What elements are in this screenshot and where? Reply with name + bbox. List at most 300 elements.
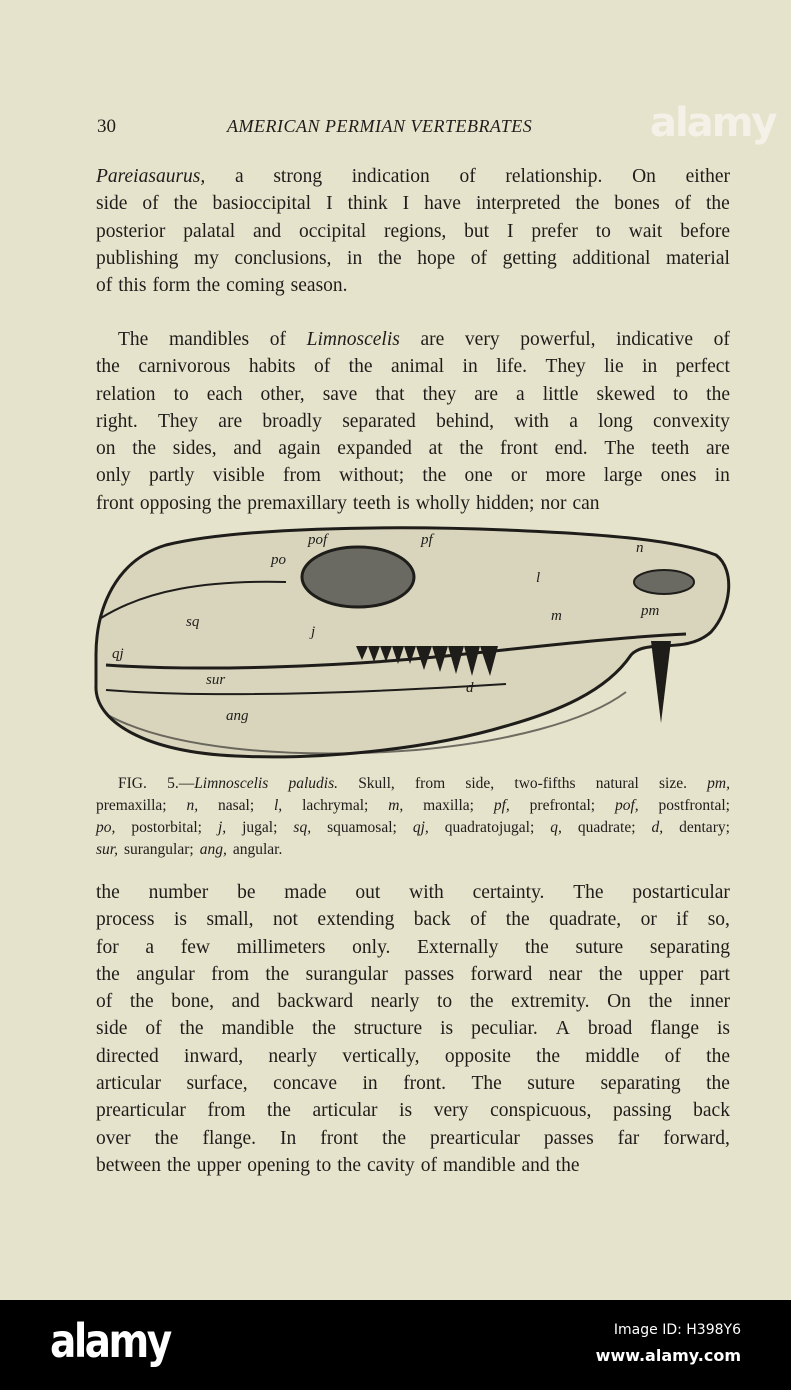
word: the <box>536 1045 560 1067</box>
text-line <box>96 190 730 217</box>
word: front. <box>403 1073 446 1095</box>
word: the <box>96 882 120 903</box>
word: back <box>413 909 451 931</box>
label-pm: pm <box>641 603 660 619</box>
word: d, <box>651 819 664 836</box>
skull-illustration <box>86 520 736 770</box>
word: of <box>713 329 730 350</box>
text-line <box>96 245 730 272</box>
word: postorbital; <box>131 819 202 836</box>
word: each <box>206 383 243 405</box>
word: nearly <box>370 991 420 1013</box>
word: mandible <box>442 1154 516 1176</box>
word: prefer <box>531 220 578 242</box>
word: regions, <box>384 220 447 242</box>
word: few <box>180 936 210 958</box>
word: a <box>569 410 578 432</box>
stock-footer <box>0 1300 791 1390</box>
text-line <box>96 381 730 408</box>
word: form <box>152 275 191 297</box>
text-line <box>96 218 730 245</box>
word: animal <box>390 356 445 378</box>
word: process <box>96 909 155 931</box>
word: premaxilla; <box>96 797 167 814</box>
text-line <box>96 795 730 817</box>
word: of <box>142 193 159 215</box>
word: of <box>470 247 488 269</box>
word: the <box>96 963 120 985</box>
word: the <box>217 492 242 514</box>
word: habits <box>248 356 296 378</box>
word: separated <box>342 410 416 432</box>
label-pof: pof <box>308 532 328 548</box>
word: prearticular <box>96 1100 186 1122</box>
text-line <box>96 490 730 517</box>
text-line <box>96 879 730 906</box>
word: a <box>516 383 525 405</box>
word: jugal; <box>242 819 278 836</box>
word: hidden; <box>475 492 535 514</box>
word: life. <box>496 356 528 378</box>
word: are <box>474 383 499 405</box>
word: side <box>96 193 128 215</box>
word: basioccipital <box>212 193 312 215</box>
word: expanded <box>337 438 412 460</box>
word: with <box>409 882 444 903</box>
word: quadrate, <box>549 909 622 931</box>
word: of <box>313 356 331 378</box>
word: front <box>499 438 538 460</box>
word: are <box>706 438 730 460</box>
word: in <box>347 247 363 269</box>
word: extending <box>317 909 395 931</box>
text-line <box>96 1043 730 1070</box>
word: again <box>278 438 321 460</box>
word: inward, <box>184 1045 244 1067</box>
word: long <box>598 410 633 432</box>
word: They <box>545 356 586 378</box>
label-m: m <box>551 608 562 624</box>
word: quadratojugal; <box>444 819 535 836</box>
word: the <box>555 1154 580 1176</box>
word: sur, <box>96 841 118 858</box>
word: one <box>464 465 493 487</box>
word: wait <box>628 220 663 242</box>
word: only <box>96 465 131 487</box>
word: the <box>129 991 154 1013</box>
word: separating <box>600 1073 681 1095</box>
word: inner <box>689 991 730 1013</box>
word: premaxillary <box>247 492 347 514</box>
word: the <box>459 438 484 460</box>
text-line <box>96 353 730 380</box>
word: this <box>118 275 147 297</box>
word: of <box>96 991 113 1013</box>
word: bones <box>614 193 660 215</box>
text-line <box>96 773 730 795</box>
word: peculiar. <box>471 1018 538 1040</box>
word: two-fifths <box>514 775 576 792</box>
word: dentary; <box>679 819 730 836</box>
word: sides, <box>172 438 217 460</box>
word: structure <box>353 1018 423 1040</box>
word: a <box>145 936 155 958</box>
word: nearly <box>268 1045 318 1067</box>
word: of <box>145 1018 162 1040</box>
word: front <box>320 1127 359 1149</box>
word: millimeters <box>236 936 326 958</box>
word: articular <box>96 1073 161 1095</box>
word: I <box>506 220 514 242</box>
paragraph-3 <box>96 879 730 1179</box>
word: opposite <box>444 1045 511 1067</box>
text-line <box>96 1152 730 1179</box>
word: near <box>548 963 583 985</box>
word: occipital <box>299 220 367 242</box>
word: without; <box>339 465 405 487</box>
word: to <box>595 220 611 242</box>
word: powerful, <box>520 329 596 350</box>
word: in <box>642 356 658 378</box>
word: the <box>377 247 402 269</box>
word: broad <box>587 1018 633 1040</box>
word: hope <box>417 247 456 269</box>
word: with <box>514 410 549 432</box>
word: the <box>196 275 221 297</box>
word: of <box>470 909 487 931</box>
word: squamosal; <box>327 819 397 836</box>
word: size. <box>658 775 687 792</box>
text-line <box>96 272 730 299</box>
word: visible <box>212 465 265 487</box>
word: front <box>96 492 134 514</box>
word: wholly <box>415 492 470 514</box>
word: partly <box>148 465 195 487</box>
word: carnivorous <box>138 356 231 378</box>
word: palatal <box>183 220 236 242</box>
word: the <box>706 193 730 215</box>
word: either <box>685 166 730 187</box>
word: of <box>664 1045 681 1067</box>
word: additional <box>572 247 651 269</box>
word: material <box>666 247 730 269</box>
word: large <box>603 465 643 487</box>
word: A <box>555 1018 570 1040</box>
text-line <box>96 906 730 933</box>
word: Pareiasaurus, <box>96 166 206 187</box>
word: The <box>118 329 149 350</box>
word: very <box>433 1100 469 1122</box>
word: end. <box>554 438 588 460</box>
word: upper <box>196 1154 242 1176</box>
word: pf, <box>493 797 510 814</box>
word: mandibles <box>168 329 250 350</box>
word: is <box>716 1018 730 1040</box>
alamy-logo: alamy <box>50 1314 170 1368</box>
text-line <box>96 408 730 435</box>
word: 5.—Limnoscelis <box>167 775 269 792</box>
word: of <box>96 275 113 297</box>
word: Externally <box>417 936 499 958</box>
word: strong <box>273 166 323 187</box>
word: of <box>420 1154 437 1176</box>
word: the <box>706 1073 730 1095</box>
word: my <box>193 247 219 269</box>
word: prefrontal; <box>529 797 596 814</box>
word: quadrate; <box>577 819 636 836</box>
word: side <box>96 1018 128 1040</box>
text-line <box>96 1125 730 1152</box>
text-line <box>96 462 730 489</box>
word: articular <box>312 1100 378 1122</box>
word: The <box>471 1073 502 1095</box>
word: skewed <box>596 383 655 405</box>
word: vertically, <box>342 1045 420 1067</box>
word: indicative <box>616 329 694 350</box>
word: getting <box>502 247 557 269</box>
word: to <box>173 383 189 405</box>
text-line <box>96 163 730 190</box>
word: l, <box>274 797 283 814</box>
figure-caption <box>96 773 730 861</box>
word: is <box>396 492 410 514</box>
word: behind, <box>436 410 495 432</box>
word: they <box>422 383 457 405</box>
word: save <box>322 383 358 405</box>
word: broadly <box>262 410 322 432</box>
word: made <box>284 882 327 903</box>
word: are <box>218 410 243 432</box>
word: passing <box>613 1100 672 1122</box>
word: cavity <box>367 1154 415 1176</box>
word: the <box>422 465 447 487</box>
word: more <box>545 465 586 487</box>
word: relationship. <box>505 166 603 187</box>
word: or <box>640 909 657 931</box>
word: can <box>572 492 600 514</box>
word: from <box>415 775 446 792</box>
word: the <box>179 1018 204 1040</box>
word: have <box>424 193 461 215</box>
word: the <box>505 909 530 931</box>
text-line <box>96 961 730 988</box>
word: opening <box>247 1154 311 1176</box>
word: I <box>326 193 333 215</box>
word: from <box>207 1100 246 1122</box>
word: the <box>173 193 198 215</box>
word: angular. <box>232 841 283 858</box>
word: to <box>437 991 453 1013</box>
word: m, <box>388 797 404 814</box>
skull-figure <box>86 520 736 770</box>
word: forward <box>470 963 533 985</box>
word: bone, <box>171 991 215 1013</box>
word: The <box>604 438 635 460</box>
word: at <box>428 438 443 460</box>
word: In <box>280 1127 297 1149</box>
text-line <box>96 839 730 861</box>
word: maxilla; <box>423 797 474 814</box>
word: angular <box>136 963 195 985</box>
word: separating <box>649 936 730 958</box>
word: passes <box>404 963 455 985</box>
word: Limnoscelis <box>306 329 400 350</box>
paragraph-1 <box>96 163 730 299</box>
word: the <box>598 963 623 985</box>
word: the <box>265 963 290 985</box>
word: sq, <box>293 819 312 836</box>
word: extremity. <box>511 991 590 1013</box>
word: in <box>462 356 478 378</box>
word: prearticular <box>429 1127 520 1149</box>
word: a <box>234 166 244 187</box>
word: side, <box>465 775 495 792</box>
label-ang: ang <box>226 708 249 724</box>
word: and <box>231 991 260 1013</box>
word: On <box>632 166 656 187</box>
word: be <box>237 882 256 903</box>
word: nasal; <box>217 797 255 814</box>
word: and <box>233 438 262 460</box>
word: the <box>337 1154 362 1176</box>
label-j: j <box>311 624 316 640</box>
word: the <box>706 1045 730 1067</box>
word: from <box>211 963 249 985</box>
text-line <box>96 934 730 961</box>
word: in <box>714 465 730 487</box>
word: certainty. <box>472 882 545 903</box>
word: very <box>464 329 500 350</box>
label-l: l <box>536 570 541 586</box>
word: season. <box>290 275 348 297</box>
word: On <box>607 991 631 1013</box>
word: mandible <box>221 1018 295 1040</box>
word: ones <box>660 465 697 487</box>
word: interpreted <box>475 193 561 215</box>
word: is <box>399 1100 413 1122</box>
word: opposing <box>139 492 212 514</box>
text-line <box>96 1070 730 1097</box>
word: coming <box>226 275 285 297</box>
word: They <box>157 410 199 432</box>
word: of <box>269 329 287 350</box>
word: qj, <box>412 819 429 836</box>
label-d: d <box>466 680 474 696</box>
word: publishing <box>96 247 179 269</box>
running-title: AMERICAN PERMIAN VERTEBRATES <box>227 116 533 136</box>
word: surface, <box>186 1073 248 1095</box>
word: is <box>440 1018 454 1040</box>
word: conclusions, <box>234 247 332 269</box>
word: of <box>674 193 692 215</box>
word: teeth <box>352 492 391 514</box>
word: back <box>693 1100 730 1122</box>
word: the <box>575 193 600 215</box>
word: Skull, <box>358 775 395 792</box>
word: j, <box>217 819 227 836</box>
word: not <box>273 909 298 931</box>
word: the <box>706 383 730 405</box>
text-line <box>96 435 730 462</box>
text-line <box>96 1015 730 1042</box>
word: posterior <box>96 220 166 242</box>
word: other, <box>260 383 305 405</box>
word: and <box>253 220 282 242</box>
word: before <box>680 220 730 242</box>
word: teeth <box>651 438 690 460</box>
text-line <box>96 988 730 1015</box>
word: the <box>132 438 157 460</box>
label-sq: sq <box>186 614 200 630</box>
word: lie <box>604 356 624 378</box>
word: between <box>96 1154 161 1176</box>
word: I <box>402 193 410 215</box>
word: backward <box>277 991 354 1013</box>
word: the <box>525 936 549 958</box>
word: conspicuous, <box>490 1100 592 1122</box>
word: over <box>96 1127 131 1149</box>
word: far <box>617 1127 640 1149</box>
word: flange. <box>202 1127 257 1149</box>
word: directed <box>96 1045 159 1067</box>
word: of <box>459 166 476 187</box>
site-url[interactable]: www.alamy.com <box>595 1346 741 1365</box>
word: n, <box>186 797 199 814</box>
word: relation <box>96 383 156 405</box>
word: The <box>573 882 604 903</box>
word: the <box>469 991 494 1013</box>
image-id: Image ID: H398Y6 <box>613 1322 741 1338</box>
word: flange <box>650 1018 699 1040</box>
word: if <box>676 909 689 931</box>
word: is <box>173 909 187 931</box>
word: in <box>362 1073 378 1095</box>
word: q, <box>550 819 562 836</box>
text-line <box>96 817 730 839</box>
word: right. <box>96 410 138 432</box>
word: nor <box>540 492 567 514</box>
word: FIG. <box>118 775 147 792</box>
word: lachrymal; <box>302 797 369 814</box>
word: so, <box>707 909 730 931</box>
word: passes <box>543 1127 594 1149</box>
word: pm, <box>707 775 730 792</box>
word: from <box>282 465 321 487</box>
word: the <box>267 1100 291 1122</box>
word: only. <box>352 936 391 958</box>
word: on <box>96 438 116 460</box>
word: postarticular <box>632 882 730 903</box>
word: the <box>648 991 673 1013</box>
word: to <box>672 383 689 405</box>
word: natural <box>595 775 639 792</box>
word: but <box>464 220 490 242</box>
word: think <box>347 193 388 215</box>
word: forward, <box>663 1127 730 1149</box>
word: the <box>348 356 373 378</box>
word: paludis. <box>288 775 338 792</box>
label-pf: pf <box>421 532 433 548</box>
word: po, <box>96 819 116 836</box>
word: that <box>375 383 405 405</box>
word: suture <box>527 1073 575 1095</box>
word: the <box>312 1018 336 1040</box>
text-line <box>96 1097 730 1124</box>
word: the <box>382 1127 406 1149</box>
word: upper <box>638 963 684 985</box>
text-line <box>96 326 730 353</box>
paragraph-2 <box>96 326 730 517</box>
